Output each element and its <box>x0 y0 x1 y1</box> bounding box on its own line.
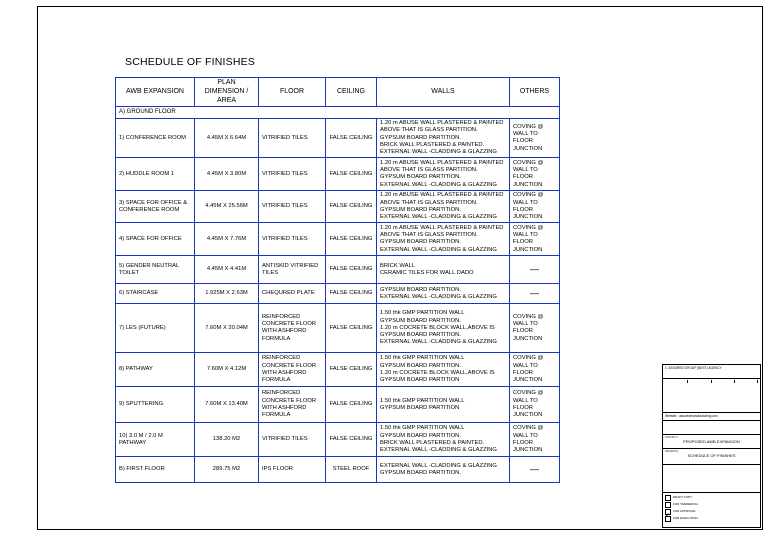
floor-cell: CHEQURED PLATE <box>259 284 326 304</box>
others-cell <box>510 387 560 423</box>
checkbox-icon <box>665 495 671 501</box>
wall-line: GYPSUM BOARD PARTITION. <box>380 469 461 476</box>
wall-line: 1.50 thk GMP PARTITION WALL <box>380 355 465 362</box>
drawing-name: SCHEDULE OF FINISHES <box>687 453 736 459</box>
wall-line: 1.50 thk GMP PARTITION WALL <box>380 397 465 404</box>
title-block-drawing <box>663 449 760 465</box>
floor-cell: IPS FLOOR <box>259 457 326 483</box>
others-cell <box>510 223 560 256</box>
drawing-label: DRAWING <box>665 449 679 453</box>
wall-line: GYPSUM BOARD PARTITION. <box>380 317 461 324</box>
title-block-client <box>663 365 760 379</box>
room-name-cell: 2) HUDDLE ROOM 1 <box>116 158 195 191</box>
floor-cell: VITRIFIED TILES <box>259 223 326 256</box>
others-cell <box>510 353 560 387</box>
others-cell <box>510 457 560 483</box>
table-row <box>116 457 560 483</box>
title-block-address-grid <box>663 379 760 413</box>
finishes-table <box>115 77 560 483</box>
status-label: FOR APPROVAL <box>673 509 696 514</box>
room-name-cell: B) FIRST FLOOR <box>116 457 195 483</box>
address-cell <box>712 380 735 383</box>
wall-line: GYPSUM BOARD PARTITION. <box>380 332 461 339</box>
header-cell: PLAN DIMENSION / AREA <box>195 78 259 107</box>
wall-line: GYPSUM BOARD PARTITION <box>380 404 460 411</box>
wall-line: ABOVE THAT IS GLASS PARTITION. <box>380 199 478 206</box>
wall-line: 1.20 m ABUSE WALL PLASTERED & PAINTED <box>380 120 504 127</box>
walls-cell <box>377 158 510 191</box>
others-text: COVING @ WALL TO FLOOR JUNCTION <box>513 313 544 342</box>
wall-line: 1.20 m ABUSE WALL PLASTERED & PAINTED <box>380 192 504 199</box>
title-block-status <box>663 493 760 527</box>
walls-cell <box>377 304 510 353</box>
title-block-project <box>663 435 760 449</box>
walls-cell <box>377 284 510 304</box>
ceiling-cell: FALSE CEILING <box>326 256 377 284</box>
walls-cell <box>377 387 510 423</box>
others-cell <box>510 423 560 457</box>
wall-line: GYPSUM BOARD PARTITION. <box>380 432 461 439</box>
ceiling-cell: FALSE CEILING <box>326 353 377 387</box>
wall-line: GYPSUM BOARD PARTITION. <box>380 174 461 181</box>
title-block-revisions <box>663 465 760 493</box>
section-row <box>116 107 560 119</box>
wall-line: GYPSUM BOARD PARTITION. <box>380 134 461 141</box>
wall-line: EXTERNAL WALL -CLADDING & GLAZZING <box>380 181 497 188</box>
dimension-cell: 7.60M X 4.12M <box>195 353 259 387</box>
floor-cell: VITRIFIED TILES <box>259 158 326 191</box>
wall-line: 1.20 m ABUSE WALL PLASTERED & PAINTED <box>380 224 504 231</box>
others-text: COVING @ WALL TO FLOOR JUNCTION <box>513 390 544 419</box>
others-cell <box>510 119 560 158</box>
ceiling-cell: STEEL ROOF <box>326 457 377 483</box>
wall-line: GYPSUM BOARD PARTITION. <box>380 362 461 369</box>
room-name-cell: 9) SPUTTERING <box>116 387 195 423</box>
header-cell: OTHERS <box>510 78 560 107</box>
wall-line: GYPSUM BOARD PARTITION. <box>380 206 461 213</box>
dimension-cell: 4.45M X 7.76M <box>195 223 259 256</box>
header-cell: CEILING <box>326 78 377 107</box>
section-label: A) GROUND FLOOR <box>116 107 560 119</box>
status-option <box>665 509 758 515</box>
status-label: FOR EXECUTION <box>673 516 698 521</box>
status-option <box>665 502 758 508</box>
table-row <box>116 158 560 191</box>
ceiling-cell: FALSE CEILING <box>326 284 377 304</box>
dimension-cell: 1.925M X 2.63M <box>195 284 259 304</box>
room-name-cell: 4) SPACE FOR OFFICE <box>116 223 195 256</box>
dimension-cell: 289.75 M2 <box>195 457 259 483</box>
walls-cell <box>377 457 510 483</box>
others-text: COVING @ WALL TO FLOOR JUNCTION <box>513 123 544 152</box>
wall-line: EXTERNAL WALL -CLADDING & GLAZZING <box>380 293 497 300</box>
wall-line: GYPSUM BOARD PARTITION. <box>380 286 461 293</box>
wall-line: 1.20 m COCRETE BLOCK WALL,ABOVE IS <box>380 324 495 331</box>
wall-line: 1.20 m ABUSE WALL PLASTERED & PAINTED <box>380 159 504 166</box>
wall-line: GYPSUM BOARD PARTITION <box>380 377 460 384</box>
status-label: FOR TENDERING <box>673 502 698 507</box>
address-cell <box>688 380 711 383</box>
walls-cell <box>377 191 510 223</box>
ceiling-cell: FALSE CEILING <box>326 423 377 457</box>
room-name-cell: 1) CONFERENCE ROOM <box>116 119 195 158</box>
dimension-cell: 4.45M X 25.56M <box>195 191 259 223</box>
wall-line: BRICK WALL PLASTERED & PAINTED. <box>380 141 485 148</box>
floor-cell: VITRIFIED TILES <box>259 191 326 223</box>
others-text: COVING @ WALL TO FLOOR JUNCTION <box>513 355 544 384</box>
others-cell <box>510 158 560 191</box>
title-block <box>662 364 761 528</box>
client-line: 1. ASSURED GROUP (BEST) AGENCY <box>665 366 722 370</box>
status-option <box>665 495 758 501</box>
table-row <box>116 223 560 256</box>
wall-line: EXTERNAL WALL -CLADDING & GLAZZING <box>380 246 497 253</box>
others-cell <box>510 256 560 284</box>
floor-cell: VITRIFIED TILES <box>259 423 326 457</box>
table-row <box>116 387 560 423</box>
room-name-cell: 10) 3.0 M / 2.0 M PATHWAY <box>116 423 195 457</box>
walls-cell <box>377 119 510 158</box>
floor-cell: VITRIFIED TILES <box>259 119 326 158</box>
wall-line: 1.50 thk GMP PARTITION WALL <box>380 310 465 317</box>
table-row <box>116 304 560 353</box>
ceiling-cell: FALSE CEILING <box>326 158 377 191</box>
wall-line: EXTERNAL WALL -CLADDING & GLAZZING <box>380 149 497 156</box>
table-row <box>116 119 560 158</box>
title-block-consultant <box>663 421 760 435</box>
header-cell: WALLS <box>377 78 510 107</box>
ceiling-cell: FALSE CEILING <box>326 223 377 256</box>
ceiling-cell: FALSE CEILING <box>326 304 377 353</box>
others-cell <box>510 284 560 304</box>
room-name-cell: 3) SPACE FOR OFFICE & CONFERENCE ROOM <box>116 191 195 223</box>
wall-line: EXTERNAL WALL -CLADDING & GLAZZING <box>380 214 497 221</box>
ceiling-cell: FALSE CEILING <box>326 119 377 158</box>
table-row <box>116 353 560 387</box>
checkbox-icon <box>665 502 671 508</box>
header-cell: FLOOR <box>259 78 326 107</box>
others-text: COVING @ WALL TO FLOOR JUNCTION <box>513 192 544 221</box>
room-name-cell: 7) LES (FUTURE) <box>116 304 195 353</box>
status-option <box>665 516 758 522</box>
others-text: COVING @ WALL TO FLOOR JUNCTION <box>513 159 544 188</box>
walls-cell <box>377 353 510 387</box>
room-name-cell: 8) PATHWAY <box>116 353 195 387</box>
wall-line: EXTERNAL WALL -CLADDING & GLAZZING <box>380 339 497 346</box>
walls-cell <box>377 423 510 457</box>
dimension-cell: 4.45M X 3.80M <box>195 158 259 191</box>
dimension-cell: 4.45M X 4.41M <box>195 256 259 284</box>
wall-line: CERAMIC TILES FOR WALL DADO <box>380 269 474 276</box>
others-text: — <box>530 288 539 299</box>
wall-line: EXTERNAL WALL -CLADDING & GLAZZING <box>380 447 497 454</box>
floor-cell: REINFORCED CONCRETE FLOOR WITH ASHFORD FORMULA <box>259 353 326 387</box>
address-cell <box>665 380 688 383</box>
table-row <box>116 256 560 284</box>
table-row <box>116 191 560 223</box>
others-cell <box>510 304 560 353</box>
table-row <box>116 284 560 304</box>
walls-cell <box>377 223 510 256</box>
checkbox-icon <box>665 516 671 522</box>
ceiling-cell: FALSE CEILING <box>326 191 377 223</box>
wall-line: EXTERNAL WALL -CLADDING & GLAZZING <box>380 462 497 469</box>
project-label: PROJECT <box>665 435 679 439</box>
wall-line: BRICK WALL PLASTERED & PAINTED. <box>380 439 485 446</box>
wall-line: ABOVE THAT IS GLASS PARTITION. <box>380 127 478 134</box>
dimension-cell: 4.45M X 6.64M <box>195 119 259 158</box>
floor-cell: REINFORCED CONCRETE FLOOR WITH ASHFORD FORMULA <box>259 387 326 423</box>
room-name-cell: 6) STAIRCASE <box>116 284 195 304</box>
website-text: Website : assuredmanufacturing.com <box>665 414 718 418</box>
schedule-title: SCHEDULE OF FINISHES <box>125 56 256 68</box>
floor-cell: ANTISKID VITRIFIED TILES <box>259 256 326 284</box>
others-text: — <box>530 264 539 275</box>
project-name: PROPOSED AWB EXPANSION <box>683 439 740 445</box>
header-cell: AWB EXPANSION <box>116 78 195 107</box>
status-label: DRAFT COPY <box>673 495 693 500</box>
floor-cell: REINFORCED CONCRETE FLOOR WITH ASHFORD FORMULA <box>259 304 326 353</box>
wall-line: ABOVE THAT IS GLASS PARTITION. <box>380 167 478 174</box>
dimension-cell: 7.60M X 20.04M <box>195 304 259 353</box>
wall-line: BRICK WALL <box>380 262 415 269</box>
wall-line: 1.50 thk GMP PARTITION WALL <box>380 425 465 432</box>
others-text: — <box>530 464 539 475</box>
dimension-cell: 138.20 M2 <box>195 423 259 457</box>
table-header-row <box>116 78 560 107</box>
room-name-cell: 5) GENDER NEUTRAL TOILET <box>116 256 195 284</box>
wall-line: GYPSUM BOARD PARTITION. <box>380 239 461 246</box>
others-cell <box>510 191 560 223</box>
dimension-cell: 7.60M X 13.40M <box>195 387 259 423</box>
wall-line: 1.20 m COCRETE BLOCK WALL,ABOVE IS <box>380 369 495 376</box>
others-text: COVING @ WALL TO FLOOR JUNCTION <box>513 224 544 253</box>
wall-line: ABOVE THAT IS GLASS PARTITION. <box>380 232 478 239</box>
walls-cell <box>377 256 510 284</box>
table-row <box>116 423 560 457</box>
ceiling-cell: FALSE CEILING <box>326 387 377 423</box>
others-text: COVING @ WALL TO FLOOR JUNCTION <box>513 425 544 454</box>
title-block-website <box>663 413 760 421</box>
address-cell <box>735 380 758 383</box>
